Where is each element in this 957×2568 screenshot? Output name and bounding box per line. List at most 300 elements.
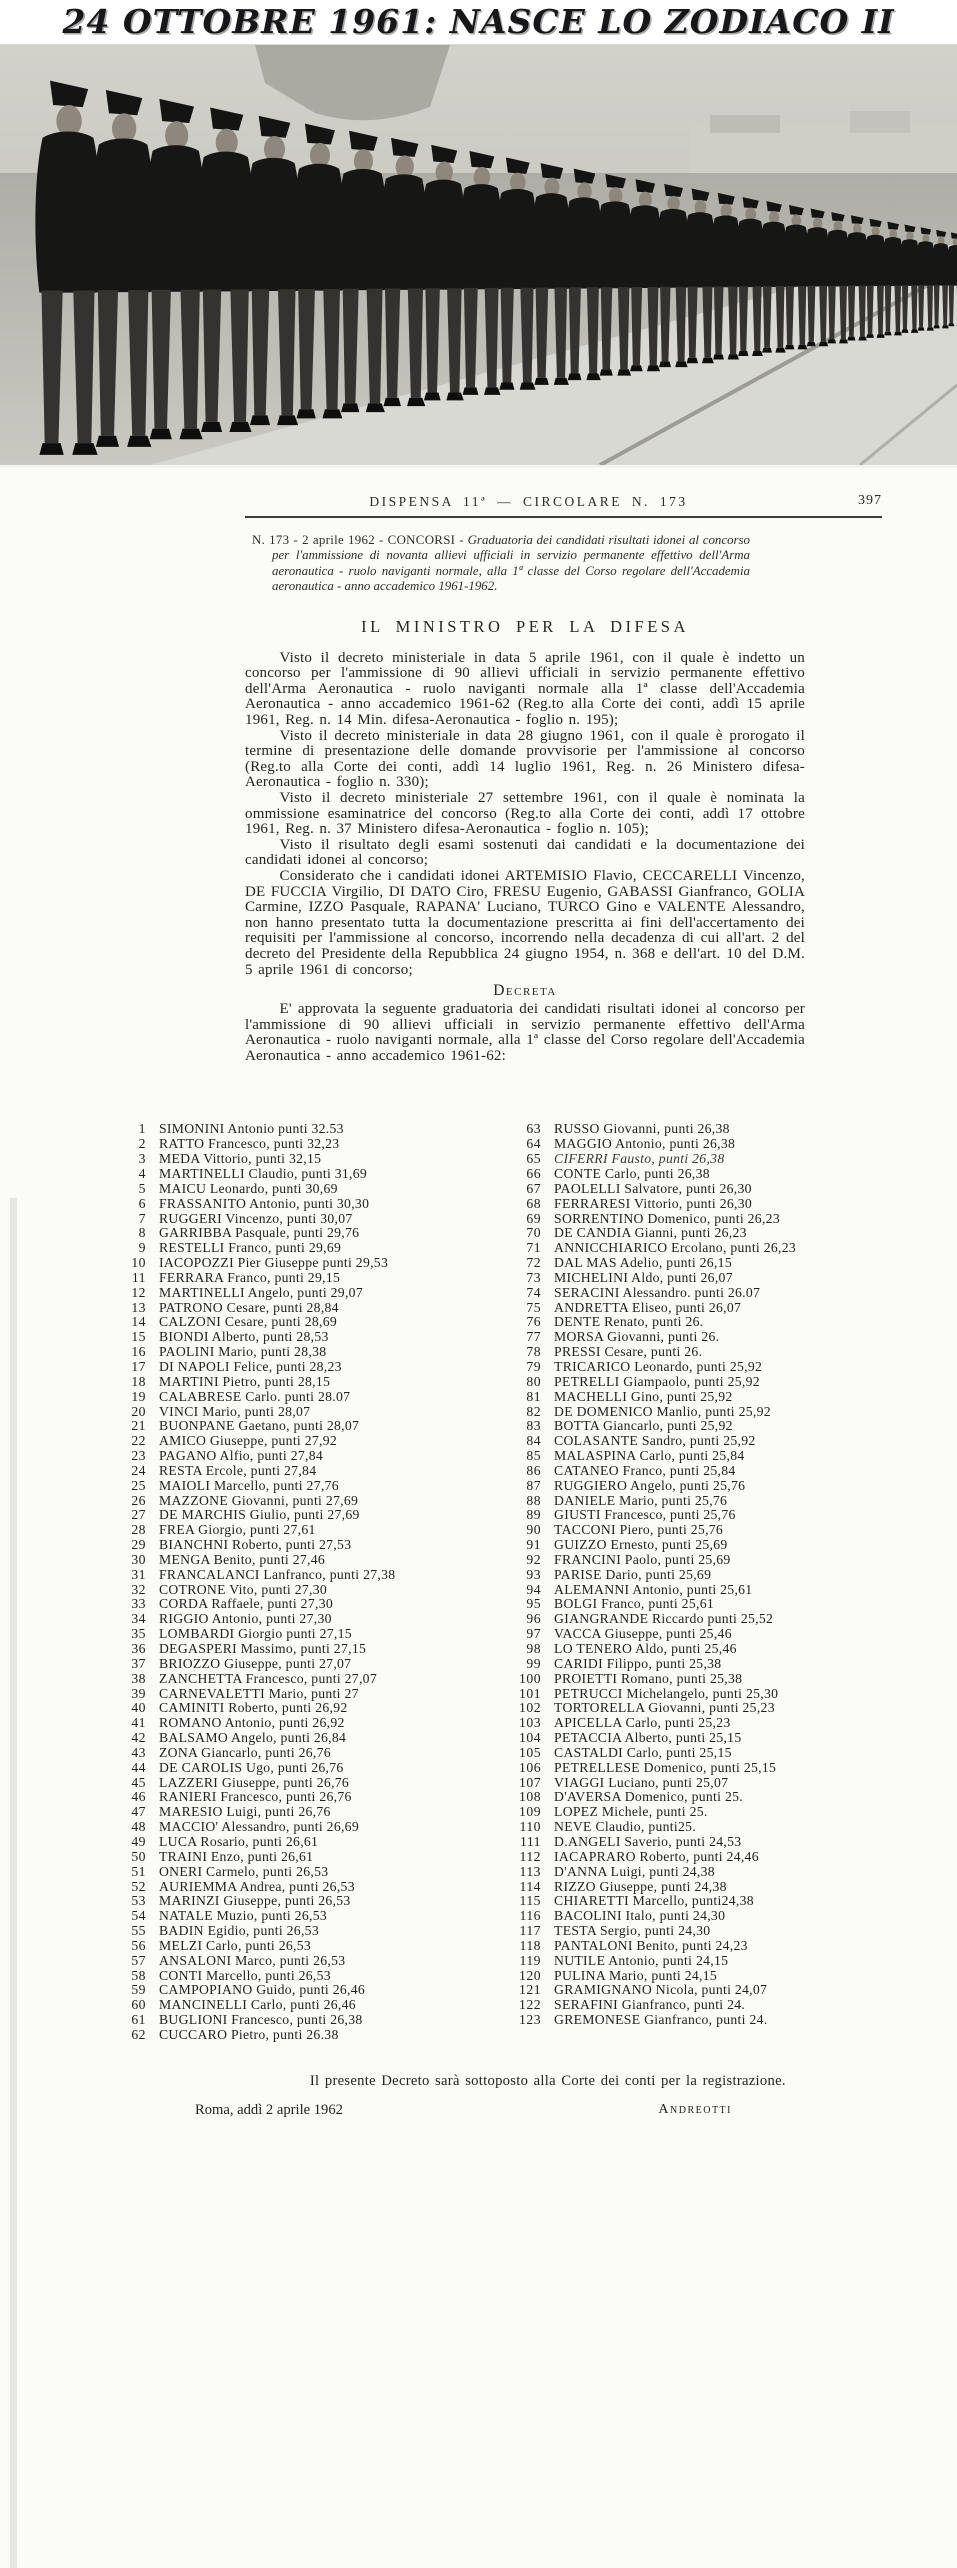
ranking-entry-text: CAMINITI Roberto, punti 26,92 [159, 1700, 348, 1716]
ranking-row [114, 1315, 487, 1330]
ranking-entry-text: CALABRESE Carlo. punti 28.07 [159, 1388, 351, 1404]
signature-line [195, 2102, 732, 2119]
ranking-entry-text: ROMANO Antonio, punti 26,92 [159, 1715, 345, 1731]
signature: Andreotti [658, 2101, 732, 2117]
ranking-row [114, 1523, 487, 1538]
ranking-position: 14 [131, 1314, 146, 1330]
ranking-position: 44 [131, 1759, 146, 1775]
ranking-entry-text: D'AVERSA Domenico, punti 25. [554, 1789, 743, 1805]
ranking-position: 64 [526, 1136, 542, 1152]
ranking-entry-text: CARIDI Filippo, punti 25,38 [554, 1655, 722, 1671]
ranking-entry-text: MALASPINA Carlo, punti 25,84 [554, 1448, 745, 1464]
ranking-entry-text: AMICO Giuseppe, punti 27,92 [159, 1433, 338, 1449]
ranking-position: 18 [131, 1373, 146, 1389]
ranking-row [114, 1360, 487, 1375]
masthead-title: DISPENSA 11ª — CIRCOLARE N. 173 [369, 494, 688, 509]
ranking-row [509, 1494, 887, 1509]
place-date: Roma, addì 2 aprile 1962 [195, 2101, 343, 2118]
ranking-entry-text: MAZZONE Giovanni, punti 27,69 [159, 1492, 359, 1508]
ranking-position: 16 [131, 1344, 146, 1360]
ranking-row [509, 1924, 887, 1939]
ranking-row [114, 1924, 487, 1939]
ranking-entry-text: VACCA Giuseppe, punti 25,46 [554, 1626, 732, 1642]
ranking-position: 81 [526, 1388, 542, 1404]
ranking-entry-text: RATTO Francesco, punti 32,23 [159, 1136, 340, 1152]
ranking-entry-text: DE CANDIA Gianni, punti 26,23 [554, 1225, 747, 1241]
ranking-row [114, 1256, 487, 1271]
ranking-position: 31 [131, 1566, 146, 1582]
ranking-row [114, 1330, 487, 1345]
ranking-position: 63 [526, 1121, 542, 1137]
ranking-position: 95 [526, 1596, 542, 1612]
ranking-entry-text: BALSAMO Angelo, punti 26,84 [159, 1730, 347, 1746]
ranking-position: 38 [131, 1670, 146, 1686]
ranking-position: 67 [526, 1180, 542, 1196]
ranking-row [509, 1122, 887, 1137]
ranking-row [114, 1716, 487, 1731]
ranking-position: 68 [526, 1195, 542, 1211]
ranking-position: 57 [131, 1952, 146, 1968]
ranking-position: 114 [519, 1878, 542, 1894]
ranking-row [114, 1746, 487, 1761]
ranking-row [509, 1464, 887, 1479]
ranking-position: 26 [131, 1492, 146, 1508]
ranking-entry-text: FERRARESI Vittorio, punti 26,30 [554, 1195, 753, 1211]
ranking-row [114, 1998, 487, 2013]
ranking-row [114, 1687, 487, 1702]
ranking-row [509, 1583, 887, 1598]
ranking-entry-text: CATANEO Franco, punti 25,84 [554, 1462, 736, 1478]
ranking-position: 86 [526, 1462, 542, 1478]
ranking-row [509, 1375, 887, 1390]
ranking-entry-text: BUGLIONI Francesco, punti 26,38 [159, 2012, 363, 2028]
folio-number: 397 [858, 493, 882, 508]
ranking-row [509, 1790, 887, 1805]
ranking-position: 15 [131, 1329, 146, 1345]
ranking-position: 78 [526, 1344, 542, 1360]
ranking-position: 92 [526, 1551, 542, 1567]
ranking-row [509, 1405, 887, 1420]
ranking-position: 70 [526, 1225, 542, 1241]
ranking-entry-text: RIZZO Giuseppe, punti 24,38 [554, 1878, 727, 1894]
photo-roof-2 [850, 111, 910, 133]
ranking-position: 89 [526, 1507, 542, 1523]
ranking-position: 58 [131, 1967, 146, 1983]
ranking-entry-text: FRANCINI Paolo, punti 25,69 [554, 1551, 731, 1567]
ranking-row [509, 1479, 887, 1494]
ranking-row [114, 1969, 487, 1984]
ranking-entry-text: TRAINI Enzo, punti 26,61 [159, 1848, 314, 1864]
ranking-position: 53 [131, 1893, 146, 1909]
ranking-position: 83 [526, 1418, 542, 1434]
ranking-entry-text: DE CAROLIS Ugo, punti 26,76 [159, 1759, 344, 1775]
ranking-entry-text: BRIOZZO Giuseppe, punti 27,07 [159, 1655, 352, 1671]
ranking-entry-text: IACOPOZZI Pier Giuseppe punti 29,53 [159, 1255, 389, 1271]
ranking-position: 118 [519, 1937, 542, 1953]
ranking-row [114, 1835, 487, 1850]
ranking-row [509, 1850, 887, 1865]
ranking-row [114, 1419, 487, 1434]
ranking-row [509, 1612, 887, 1627]
ranking-entry-text: MAIOLI Marcello, punti 27,76 [159, 1477, 339, 1493]
ranking-position: 110 [519, 1819, 542, 1835]
ranking-position: 65 [526, 1151, 542, 1167]
ranking-entry-text: FRANCALANCI Lanfranco, punti 27,38 [159, 1566, 396, 1582]
ranking-position: 10 [131, 1255, 146, 1271]
ranking-row [509, 1939, 887, 1954]
ranking-row [509, 1301, 887, 1316]
ranking-row [509, 1419, 887, 1434]
ranking-column-left [114, 1122, 487, 2042]
ranking-entry-text: GUIZZO Ernesto, punti 25,69 [554, 1537, 728, 1553]
ranking-position: 106 [519, 1759, 542, 1775]
ranking-position: 4 [138, 1166, 146, 1181]
ranking-row [114, 1286, 487, 1301]
ranking-row [509, 1256, 887, 1271]
ranking-position: 98 [526, 1641, 542, 1656]
ranking-row [509, 1568, 887, 1583]
ranking-row [509, 1954, 887, 1969]
ranking-entry-text: LOPEZ Michele, punti 25. [554, 1804, 708, 1820]
ranking-position: 21 [131, 1418, 146, 1434]
ranking-entry-text: CIFERRI Fausto, punti 26,38 [554, 1151, 725, 1167]
ranking-entry-text: RUGGIERO Angelo, punti 25,76 [554, 1477, 746, 1493]
ranking-row [114, 1212, 487, 1227]
ranking-entry-text: SERACINI Alessandro. punti 26.07 [554, 1284, 761, 1300]
ranking-row [509, 2013, 887, 2028]
ranking-entry-text: DEGASPERI Massimo, punti 27,15 [159, 1641, 367, 1656]
ranking-row [509, 1642, 887, 1657]
ranking-position: 62 [131, 2026, 146, 2042]
ranking-position: 115 [519, 1893, 542, 1909]
photo-roof [710, 115, 780, 133]
ranking-entry-text: PETACCIA Alberto, punti 25,15 [554, 1730, 742, 1746]
ranking-row [509, 1523, 887, 1538]
ranking-entry-text: MANCINELLI Carlo, punti 26,46 [159, 1997, 356, 2013]
ranking-position: 22 [131, 1433, 146, 1449]
ranking-position: 61 [131, 2012, 146, 2028]
ranking-row [509, 1345, 887, 1360]
ranking-entry-text: MEDA Vittorio, punti 32,15 [159, 1151, 322, 1167]
paragraph-visto-3: Visto il decreto ministeriale 27 settembre 1961, con il quale è nominata la ommissione esaminatrice del concorso (Reg.to alla Corte dei conti, addì 17 ottobre 1961, Reg. n. 37 Ministero difesa-Aeronautica - foglio n. 105); [245, 789, 805, 838]
ranking-position: 23 [131, 1448, 146, 1464]
ranking-entry-text: TESTA Sergio, punti 24,30 [554, 1923, 711, 1939]
title-banner [0, 0, 957, 45]
ranking-entry-text: PETRELLESE Domenico, punti 25,15 [554, 1759, 777, 1775]
ranking-row [509, 1315, 887, 1330]
ranking-position: 101 [519, 1685, 542, 1701]
ranking-row [509, 1983, 887, 1998]
ranking-position: 112 [519, 1848, 542, 1864]
ranking-position: 45 [131, 1774, 146, 1790]
ranking-entry-text: PATRONO Cesare, punti 28,84 [159, 1299, 339, 1315]
ranking-entry-text: SORRENTINO Domenico, punti 26,23 [554, 1210, 780, 1226]
ranking-row [114, 1627, 487, 1642]
ranking-position: 24 [131, 1462, 146, 1478]
ranking-entry-text: NUTILE Antonio, punti 24,15 [554, 1952, 729, 1968]
ranking-entry-text: CHIARETTI Marcello, punti24,38 [554, 1893, 754, 1909]
closing-paragraph: Il presente Decreto sarà sottoposto alla Corte dei conti per la registrazione. [309, 2072, 786, 2089]
ranking-position: 117 [519, 1923, 542, 1939]
ranking-row [114, 1657, 487, 1672]
ranking-entry-text: PROIETTI Romano, punti 25,38 [554, 1670, 743, 1686]
ranking-row [114, 1167, 487, 1182]
ranking-position: 3 [138, 1151, 146, 1167]
ranking-row [114, 1345, 487, 1360]
ranking-entry-text: NEVE Claudio, punti25. [554, 1819, 696, 1835]
ranking-entry-text: RUGGERI Vincenzo, punti 30,07 [159, 1210, 353, 1226]
ranking-position: 55 [131, 1923, 146, 1939]
ranking-row [509, 1672, 887, 1687]
formation-photo [0, 45, 957, 468]
ranking-row [509, 1761, 887, 1776]
ranking-entry-text: NATALE Muzio, punti 26,53 [159, 1908, 327, 1924]
ranking-row [114, 1805, 487, 1820]
ranking-entry-text: BOLGI Franco, punti 25,61 [554, 1596, 714, 1612]
paragraph-visto-4: Visto il risultato degli esami sostenuti dai candidati e la documentazione dei candidati idonei al concorso; [245, 836, 805, 869]
ranking-entry-text: BIONDI Alberto, punti 28,53 [159, 1329, 329, 1345]
ranking-position: 43 [131, 1744, 146, 1760]
ranking-position: 27 [131, 1507, 146, 1523]
ranking-entry-text: ANSALONI Marco, punti 26,53 [159, 1952, 346, 1968]
ranking-row [114, 1612, 487, 1627]
ranking-row [509, 1865, 887, 1880]
ranking-entry-text: ZANCHETTA Francesco, punti 27,07 [159, 1670, 377, 1686]
ranking-position: 104 [519, 1730, 542, 1746]
ranking-entry-text: GREMONESE Gianfranco, punti 24. [554, 2012, 768, 2028]
ranking-entry-text: DANIELE Mario, punti 25,76 [554, 1492, 728, 1508]
ranking-position: 96 [526, 1611, 542, 1627]
ranking-row [509, 1805, 887, 1820]
ranking-entry-text: LO TENERO Aldo, punti 25,46 [554, 1641, 737, 1656]
ranking-row [114, 1597, 487, 1612]
ranking-position: 11 [131, 1269, 146, 1285]
ranking-position: 42 [131, 1730, 146, 1746]
ranking-position: 97 [526, 1626, 542, 1642]
ranking-position: 40 [131, 1700, 146, 1716]
ranking-entry-text: PULINA Mario, punti 24,15 [554, 1967, 718, 1983]
ranking-entry-text: SIMONINI Antonio punti 32.53 [159, 1121, 344, 1137]
ranking-row [114, 1880, 487, 1895]
ranking-entry-text: LAZZERI Giuseppe, punti 26,76 [159, 1774, 350, 1790]
ranking-row [509, 1716, 887, 1731]
ranking-row [509, 1241, 887, 1256]
decree-body [245, 651, 805, 1065]
ranking-position: 32 [131, 1581, 146, 1597]
ranking-position: 111 [520, 1833, 542, 1849]
ranking-entry-text: PANTALONI Benito, punti 24,23 [554, 1937, 748, 1953]
ranking-entry-text: MACHELLI Gino, punti 25,92 [554, 1388, 733, 1404]
ranking-entry-text: TACCONI Piero, punti 25,76 [554, 1522, 724, 1538]
ranking-position: 59 [131, 1982, 146, 1998]
ranking-row [509, 1538, 887, 1553]
ranking-row [114, 1538, 487, 1553]
ranking-row [509, 1137, 887, 1152]
ranking-row [509, 1197, 887, 1212]
ranking-row [509, 1390, 887, 1405]
ranking-position: 6 [138, 1195, 146, 1211]
ranking-row [114, 1954, 487, 1969]
ranking-row [114, 1226, 487, 1241]
ranking-position: 80 [526, 1373, 542, 1389]
ranking-entry-text: BOTTA Giancarlo, punti 25,92 [554, 1418, 733, 1434]
ranking-row [509, 1998, 887, 2013]
ranking-entry-text: PAGANO Alfio, punti 27,84 [159, 1448, 324, 1464]
ranking-entry-text: COTRONE Vito, punti 27,30 [159, 1581, 328, 1597]
ranking-entry-text: MICHELINI Aldo, punti 26,07 [554, 1269, 733, 1285]
ranking-entry-text: AURIEMMA Andrea, punti 26,53 [159, 1878, 355, 1894]
ranking-entry-text: RANIERI Francesco, punti 26,76 [159, 1789, 352, 1805]
ranking-row [509, 1701, 887, 1716]
ranking-row [114, 1301, 487, 1316]
ranking-position: 47 [131, 1804, 146, 1820]
ranking-row [114, 1508, 487, 1523]
ranking-position: 33 [131, 1596, 146, 1612]
ranking-position: 77 [526, 1329, 542, 1345]
ranking-row [509, 1894, 887, 1909]
ranking-position: 66 [526, 1166, 542, 1181]
ranking-position: 99 [526, 1655, 542, 1671]
ranking-position: 37 [131, 1655, 146, 1671]
ranking-entry-text: MARTINELLI Angelo, punti 29,07 [159, 1284, 363, 1300]
ranking-entry-text: CONTI Marcello, punti 26,53 [159, 1967, 331, 1983]
ranking-position: 54 [131, 1908, 146, 1924]
ranking-row [114, 1790, 487, 1805]
ranking-position: 116 [519, 1908, 542, 1924]
ranking-entry-text: RESTELLI Franco, punti 29,69 [159, 1240, 342, 1256]
ranking-position: 82 [526, 1403, 542, 1419]
ranking-row [509, 1508, 887, 1523]
ranking-row [509, 1909, 887, 1924]
ranking-entry-text: IACAPRARO Roberto, punti 24,46 [554, 1848, 759, 1864]
ranking-entry-text: CALZONI Cesare, punti 28,69 [159, 1314, 338, 1330]
ranking-position: 52 [131, 1878, 146, 1894]
ranking-row [509, 1687, 887, 1702]
ranking-entry-text: APICELLA Carlo, punti 25,23 [554, 1715, 731, 1731]
ranking-row [509, 1182, 887, 1197]
ranking-entry-text: LOMBARDI Giorgio punti 27,15 [159, 1626, 352, 1642]
ranking-row [114, 1820, 487, 1835]
ranking-entry-text: MORSA Giovanni, punti 26. [554, 1329, 720, 1345]
ranking-position: 88 [526, 1492, 542, 1508]
ranking-position: 113 [519, 1863, 542, 1879]
ranking-row [114, 1479, 487, 1494]
ranking-row [114, 1642, 487, 1657]
ranking-entry-text: CASTALDI Carlo, punti 25,15 [554, 1744, 732, 1760]
ranking-row [509, 1330, 887, 1345]
ranking-row [114, 1776, 487, 1791]
ranking-entry-text: GIUSTI Francesco, punti 25,76 [554, 1507, 736, 1523]
ranking-row [114, 1909, 487, 1924]
ranking-entry-text: PETRELLI Giampaolo, punti 25,92 [554, 1373, 760, 1389]
page-title: 24 OTTOBRE 1961: NASCE LO ZODIACO II [62, 2, 895, 41]
ranking-list [114, 1122, 887, 2042]
ranking-position: 2 [138, 1136, 146, 1152]
ranking-position: 75 [526, 1299, 542, 1315]
ranking-entry-text: COLASANTE Sandro, punti 25,92 [554, 1433, 756, 1449]
ranking-entry-text: DAL MAS Adelio, punti 26,15 [554, 1255, 732, 1271]
ranking-entry-text: D'ANNA Luigi, punti 24,38 [554, 1863, 715, 1879]
ranking-row [509, 1597, 887, 1612]
ranking-position: 76 [526, 1314, 542, 1330]
ranking-position: 102 [519, 1700, 542, 1716]
ranking-position: 121 [519, 1982, 542, 1998]
ranking-entry-text: ANNICCHIARICO Ercolano, punti 26,23 [554, 1240, 797, 1256]
ranking-position: 71 [526, 1240, 542, 1256]
ranking-row [509, 1271, 887, 1286]
ranking-position: 122 [519, 1997, 542, 2013]
ranking-row [509, 1434, 887, 1449]
ranking-entry-text: GIANGRANDE Riccardo punti 25,52 [554, 1611, 774, 1627]
ranking-row [509, 1152, 887, 1167]
ranking-position: 5 [138, 1180, 146, 1196]
ranking-position: 105 [519, 1744, 542, 1760]
ranking-row [114, 1894, 487, 1909]
ranking-position: 35 [131, 1626, 146, 1642]
ranking-row [114, 1137, 487, 1152]
ranking-position: 46 [131, 1789, 146, 1805]
ranking-entry-text: VIAGGI Luciano, punti 25,07 [554, 1774, 729, 1790]
ranking-position: 93 [526, 1566, 542, 1582]
ranking-position: 20 [131, 1403, 146, 1419]
ranking-row [509, 1776, 887, 1791]
ranking-entry-text: RIGGIO Antonio, punti 27,30 [159, 1611, 332, 1627]
ranking-row [509, 1731, 887, 1746]
ranking-row [114, 1850, 487, 1865]
ranking-entry-text: CORDA Raffaele, punti 27,30 [159, 1596, 333, 1612]
ranking-entry-text: FREA Giorgio, punti 27,61 [159, 1522, 316, 1538]
ranking-position: 8 [138, 1225, 146, 1241]
ranking-row [114, 1122, 487, 1137]
ranking-position: 109 [519, 1804, 542, 1820]
ranking-position: 34 [131, 1611, 146, 1627]
ranking-position: 30 [131, 1551, 146, 1567]
ranking-entry-text: DENTE Renato, punti 26. [554, 1314, 704, 1330]
ranking-position: 29 [131, 1537, 146, 1553]
cadet-formation-illustration [0, 45, 957, 465]
ranking-position: 73 [526, 1269, 542, 1285]
document-page [0, 468, 957, 2119]
ranking-entry-text: MARINZI Giuseppe, punti 26,53 [159, 1893, 351, 1909]
ranking-position: 107 [519, 1774, 542, 1790]
ranking-row [509, 1167, 887, 1182]
ranking-row [114, 1701, 487, 1716]
ranking-row [509, 1449, 887, 1464]
ranking-row [509, 1880, 887, 1895]
scan-edge-shadow [10, 1198, 17, 2568]
ranking-position: 108 [519, 1789, 542, 1805]
ranking-entry-text: DE MARCHIS Giulio, punti 27,69 [159, 1507, 360, 1523]
ranking-entry-text: ANDRETTA Eliseo, punti 26,07 [554, 1299, 742, 1315]
ranking-row [509, 1820, 887, 1835]
ranking-entry-text: MELZI Carlo, punti 26,53 [159, 1937, 312, 1953]
ranking-entry-text: BUONPANE Gaetano, punti 28,07 [159, 1418, 360, 1434]
ranking-position: 100 [519, 1670, 542, 1686]
ranking-row [114, 1152, 487, 1167]
ranking-position: 60 [131, 1997, 146, 2013]
masthead [245, 494, 882, 518]
ranking-position: 79 [526, 1358, 542, 1374]
ranking-entry-text: PARISE Dario, punti 25,69 [554, 1566, 712, 1582]
ranking-row [114, 1241, 487, 1256]
ranking-position: 51 [131, 1863, 146, 1879]
ranking-position: 36 [131, 1641, 146, 1656]
ranking-row [114, 1434, 487, 1449]
ranking-row [114, 1583, 487, 1598]
paragraph-visto-1: Visto il decreto ministeriale in data 5 aprile 1961, con il quale è indetto un concorso per l'ammissione di 90 allievi ufficiali in servizio permanente effettivo dell'Arma Aeronautica - ruolo naviganti normale alla 1ª classe dell'Accademia Aeronautica - anno accademico 1961-62 (Reg.to alla Corte dei conti, addì 15 aprile 1961, Reg. n. 14 Min. difesa-Aeronautica - foglio n. 195); [245, 649, 805, 728]
ranking-row [509, 1553, 887, 1568]
ranking-entry-text: MAGGIO Antonio, punti 26,38 [554, 1136, 736, 1152]
